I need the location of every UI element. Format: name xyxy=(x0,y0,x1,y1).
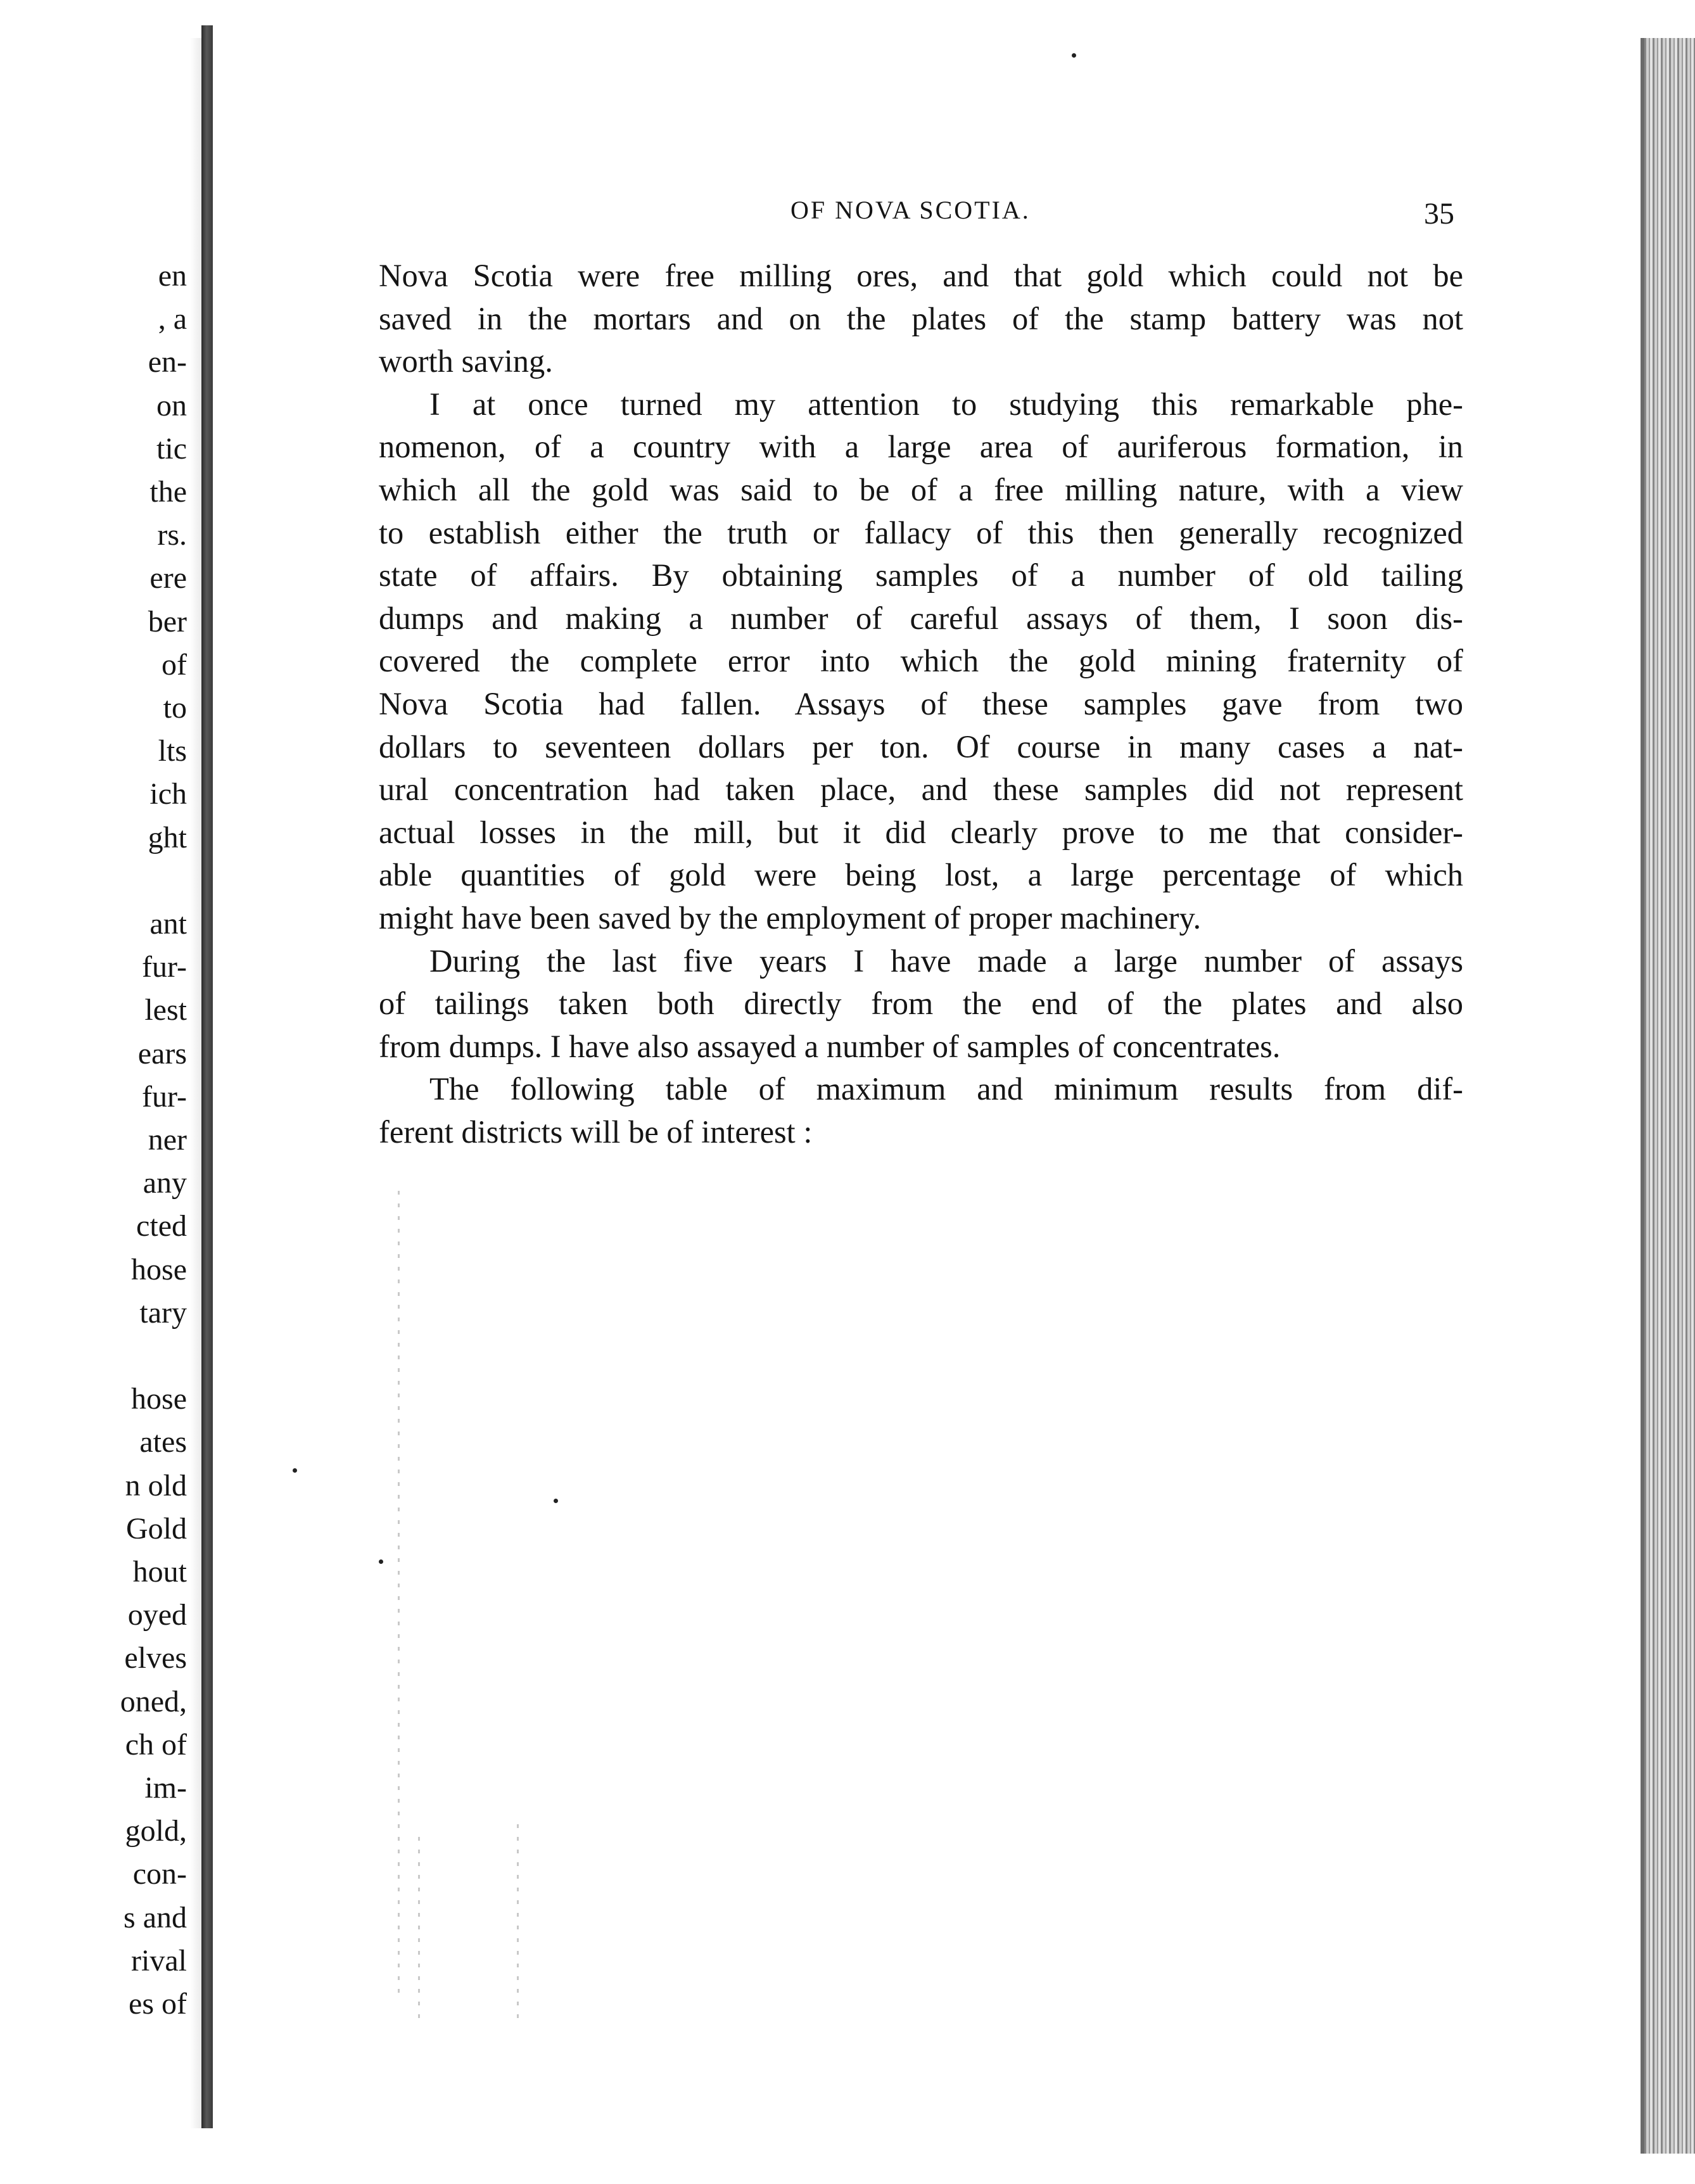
left-page-line: oned, xyxy=(120,1684,187,1718)
left-page-line: hose xyxy=(131,1382,187,1416)
left-page-line: of xyxy=(162,647,187,682)
left-page-line: en- xyxy=(148,345,187,379)
text-line: nomenon, of a country with a large area of auriferous formation, in xyxy=(379,429,1463,465)
left-page-line: n old xyxy=(125,1468,187,1502)
left-page-line: , a xyxy=(158,302,187,336)
left-page-line: lest xyxy=(144,993,187,1027)
left-page-line: oyed xyxy=(127,1598,187,1632)
text-line: able quantities of gold were being lost, a large percentage of which xyxy=(379,857,1463,893)
left-page-line: ant xyxy=(149,907,187,941)
left-page-line: the xyxy=(149,475,187,509)
scan-speck xyxy=(293,1468,297,1473)
gutter-shadow xyxy=(190,38,203,2128)
left-page-line: rs. xyxy=(157,518,187,552)
text-line: dumps and making a number of careful assays of them, I soon dis- xyxy=(379,600,1463,636)
text-line: actual losses in the mill, but it did clearly prove to me that consider- xyxy=(379,814,1463,850)
left-page-line: gold, xyxy=(125,1814,187,1848)
left-page-line: hose xyxy=(131,1252,187,1286)
text-line: which all the gold was said to be of a free milling nature, with a view xyxy=(379,472,1463,507)
text-line: covered the complete error into which the gold mining fraternity of xyxy=(379,643,1463,679)
faint-bleed-through xyxy=(418,1837,420,2027)
left-page-line: ates xyxy=(139,1425,187,1459)
left-page-line: ich xyxy=(149,777,187,811)
left-page-line: ght xyxy=(148,820,187,854)
left-page-line: cted xyxy=(136,1209,187,1243)
text-line: ferent districts will be of interest : xyxy=(379,1114,813,1150)
left-page-line: to xyxy=(163,691,187,725)
text-line: Nova Scotia were free milling ores, and that gold which could not be xyxy=(379,258,1463,293)
text-line: worth saving. xyxy=(379,343,553,379)
text-line: saved in the mortars and on the plates of the stamp battery was not xyxy=(379,300,1463,336)
left-page-line: elves xyxy=(124,1641,187,1675)
left-page-line: ere xyxy=(149,561,187,595)
text-line: I at once turned my attention to studying this remarkable phe- xyxy=(429,386,1463,422)
left-page-line: on xyxy=(156,388,187,422)
scan-speck xyxy=(1072,53,1076,58)
book-gutter xyxy=(201,25,213,2128)
left-page-line: ner xyxy=(148,1123,187,1157)
page-number: 35 xyxy=(1424,197,1454,231)
scan-speck xyxy=(379,1559,383,1564)
left-page-line: any xyxy=(143,1166,187,1200)
left-page-line: tary xyxy=(139,1295,187,1330)
faint-bleed-through xyxy=(517,1824,519,2027)
left-page-line: s and xyxy=(124,1900,187,1934)
left-page-line: ber xyxy=(148,604,187,638)
left-page-line: es of xyxy=(129,1987,187,2021)
page-block-edge xyxy=(1644,38,1695,2154)
text-line: from dumps. I have also assayed a number of samples of concentrates. xyxy=(379,1028,1281,1064)
left-page-line: en xyxy=(158,259,187,293)
faint-bleed-through xyxy=(398,1191,400,2002)
text-line: to establish either the truth or fallacy of this then generally recognized xyxy=(379,514,1463,550)
text-line: The following table of maximum and minimum results from dif- xyxy=(429,1071,1463,1107)
text-line: Nova Scotia had fallen. Assays of these samples gave from two xyxy=(379,686,1463,721)
left-page-line: tic xyxy=(156,431,187,466)
text-line: ural concentration had taken place, and these samples did not represent xyxy=(379,771,1463,808)
text-line: might have been saved by the employment of proper machinery. xyxy=(379,900,1202,936)
text-line: state of affairs. By obtaining samples of a number of old tailing xyxy=(379,557,1463,594)
left-page-line: ears xyxy=(137,1036,187,1070)
left-page-line: im- xyxy=(144,1771,187,1805)
left-page-line: rival xyxy=(131,1943,187,1978)
left-page-line: hout xyxy=(132,1555,187,1589)
running-head: OF NOVA SCOTIA. xyxy=(790,196,1031,224)
left-page-line: lts xyxy=(158,734,187,768)
left-page-line: fur- xyxy=(142,950,187,984)
left-page-line: ch of xyxy=(125,1727,187,1762)
left-page-line: Gold xyxy=(126,1511,187,1546)
left-page-fragment xyxy=(0,0,193,2184)
left-page-line: con- xyxy=(132,1857,187,1891)
text-line: During the last five years I have made a large number of assays xyxy=(429,943,1463,979)
scan-speck xyxy=(554,1499,558,1503)
left-page-line: fur- xyxy=(142,1079,187,1114)
text-line: dollars to seventeen dollars per ton. Of course in many cases a nat- xyxy=(379,728,1463,765)
text-line: of tailings taken both directly from the end of the plates and also xyxy=(379,986,1463,1022)
